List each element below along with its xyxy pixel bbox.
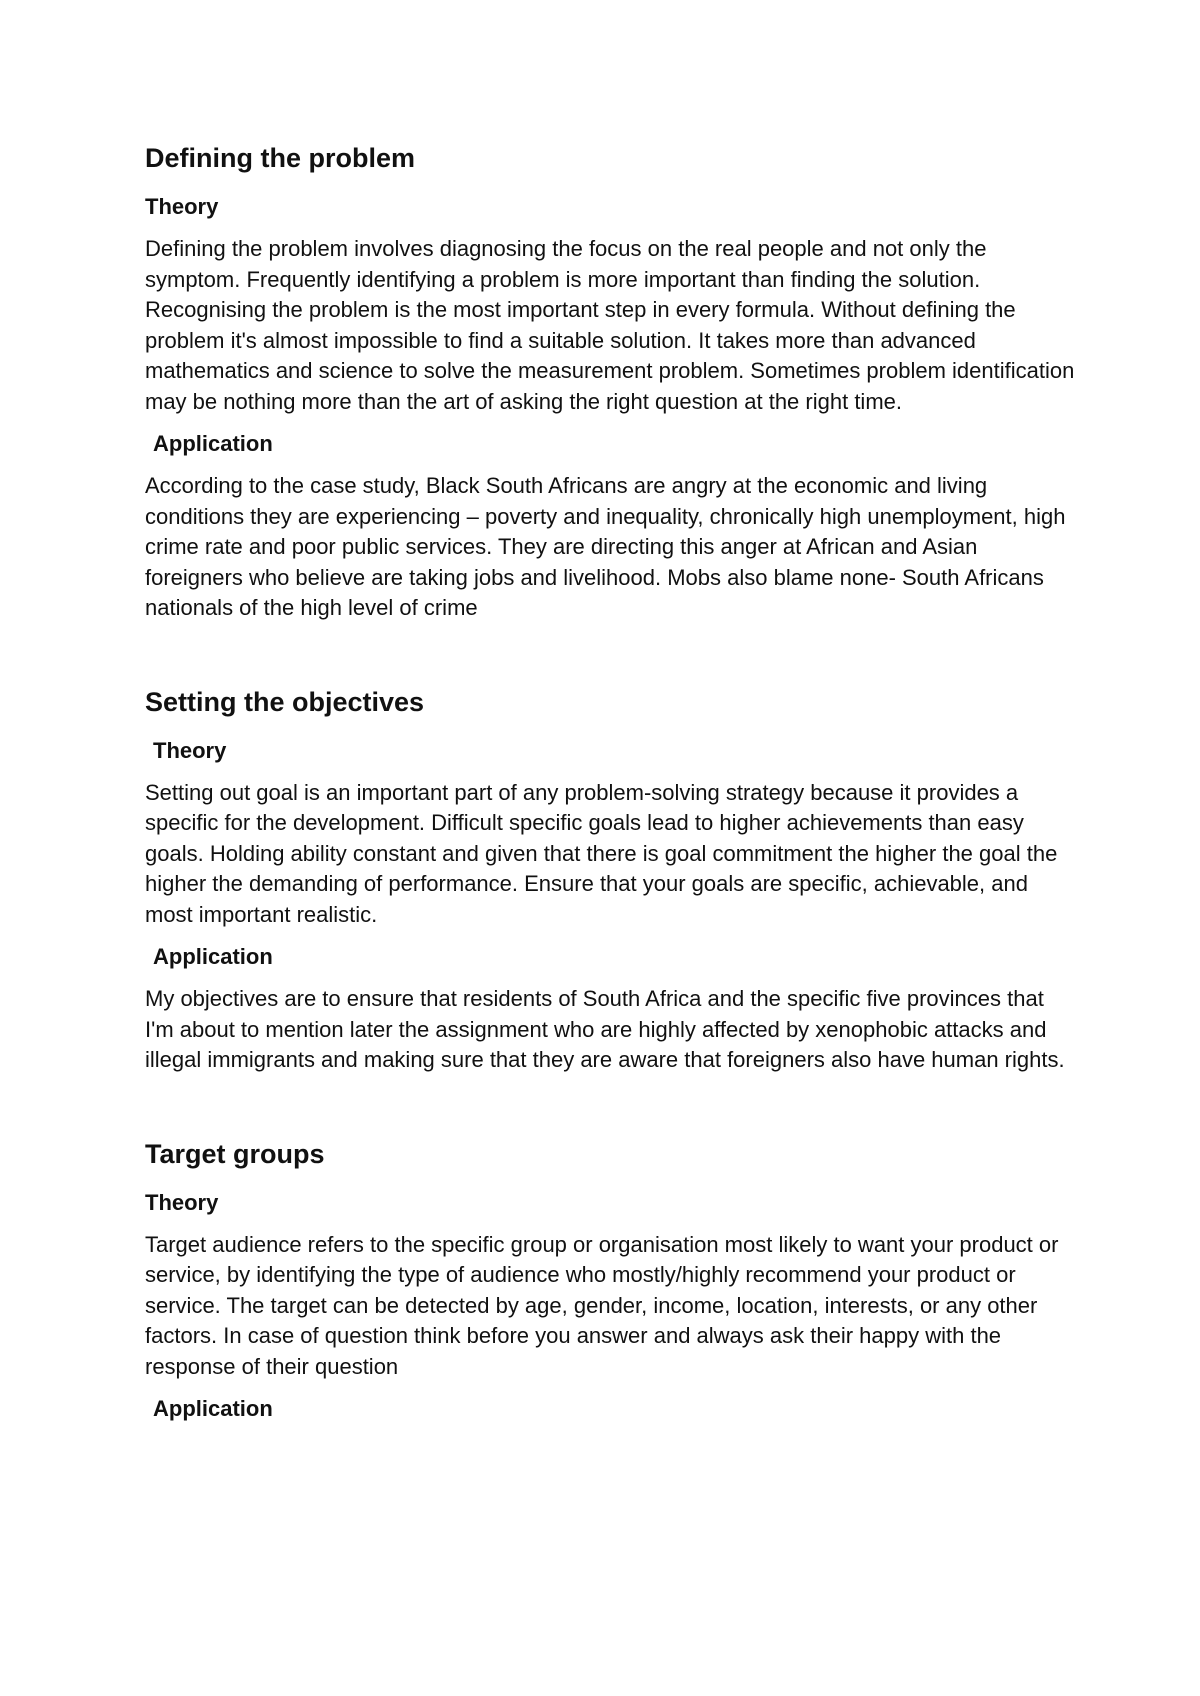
section-defining-the-problem [145, 140, 1075, 624]
theory-heading: Theory [145, 1189, 219, 1215]
theory-paragraph: Target audience refers to the specific group or organisation most likely to want your product or service, by identifying the type of audience who mostly/highly recommend your product or service. The target can be detected by age, gender, income, location, interests, or any other factors. In case of question think before you answer and always ask their happy with the response of their question [145, 1231, 1059, 1379]
application-heading: Application [153, 431, 273, 456]
section-heading: Target groups [145, 1138, 325, 1169]
section-heading: Defining the problem [145, 143, 415, 173]
section-setting-the-objectives [145, 684, 1075, 1076]
section-heading: Setting the objectives [145, 686, 425, 717]
document-page [145, 140, 1075, 1436]
section-target-groups [145, 1136, 1075, 1425]
application-paragraph: My objectives are to ensure that residents of South Africa and the specific five provinces that I'm about to mention later the assignment who are highly affected by xenophobic attacks and illegal immigrants and making sure that they are aware that foreigners also have human rights. [145, 986, 1065, 1072]
theory-heading: Theory [145, 194, 219, 219]
application-heading: Application [153, 1396, 273, 1421]
theory-paragraph: Setting out goal is an important part of any problem-solving strategy because it provides a specific for the development. Difficult specific goals lead to higher achievements than easy goals. Holding ability constant and given that there is goal commitment the higher the goal the higher the demanding of performance. Ensure that your goals are specific, achievable, and most important realistic. [145, 779, 1058, 927]
theory-paragraph: Defining the problem involves diagnosing the focus on the real people and not only the symptom. Frequently identifying a problem is more important than finding the solution. Recognising the problem is the most important step in every formula. Without defining the problem it's almost impossible to find a suitable solution. It takes more than advanced mathematics and science to solve the measurement problem. Sometimes problem identification may be nothing more than the art of asking the right question at the right time. [145, 236, 1075, 414]
application-paragraph: According to the case study, Black South Africans are angry at the economic and living conditions they are experiencing – poverty and inequality, chronically high unemployment, high crime rate and poor public services. They are directing this anger at African and Asian foreigners who believe are taking jobs and livelihood. Mobs also blame none- South Africans nationals of the high level of crime [145, 473, 1066, 620]
theory-heading: Theory [153, 737, 227, 763]
application-heading: Application [153, 944, 273, 969]
